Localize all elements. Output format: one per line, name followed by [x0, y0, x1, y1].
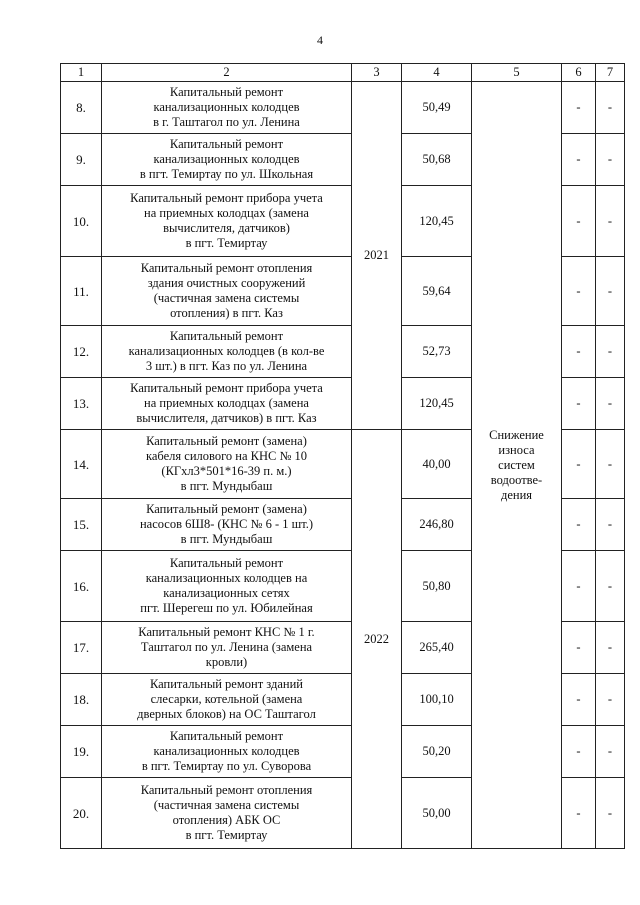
result-line: систем [498, 457, 535, 472]
work-description [102, 430, 352, 499]
header-cell-4: 4 [402, 64, 472, 82]
work-description [102, 499, 352, 551]
description-line: канализационных колодцев [153, 152, 300, 166]
row-number: 20. [61, 778, 102, 849]
row-number: 19. [61, 726, 102, 778]
col7-value: - [596, 674, 625, 726]
description-line: на приемных колодцах (замена [144, 206, 309, 220]
col7-value: - [596, 430, 625, 499]
page-number: 4 [317, 33, 323, 47]
description-line: в пгт. Темиртау [185, 236, 268, 250]
description-line: в пгт. Мундыбаш [180, 532, 273, 546]
description-line: Капитальный ремонт [169, 556, 284, 570]
description-line: отопления) АБК ОС [172, 813, 281, 827]
year-cell: 2021 [352, 82, 402, 430]
header-cell-2: 2 [102, 64, 352, 82]
col6-value: - [562, 257, 596, 326]
col6-value: - [562, 378, 596, 430]
description-line: канализационных колодцев (в кол-ве [128, 344, 325, 358]
work-description [102, 622, 352, 674]
description-line: в пгт. Темиртау по ул. Школьная [139, 167, 314, 181]
year-cell: 2022 [352, 430, 402, 849]
description-line: Капитальный ремонт [169, 729, 284, 743]
description-line: (частичная замена системы [153, 798, 300, 812]
col6-value: - [562, 326, 596, 378]
cost-value: 50,49 [402, 82, 472, 134]
col7-value: - [596, 378, 625, 430]
cost-value: 52,73 [402, 326, 472, 378]
col6-value: - [562, 622, 596, 674]
description-line: Капитальный ремонт отопления [140, 783, 313, 797]
result-line: дения [500, 487, 533, 502]
cost-value: 50,20 [402, 726, 472, 778]
cost-value: 120,45 [402, 378, 472, 430]
cost-value: 265,40 [402, 622, 472, 674]
description-line: Таштагол по ул. Ленина (замена [140, 640, 313, 654]
header-cell-3: 3 [352, 64, 402, 82]
expected-result [472, 82, 562, 849]
description-line: кабеля силового на КНС № 10 [145, 449, 307, 463]
col7-value: - [596, 134, 625, 186]
col6-value: - [562, 186, 596, 257]
description-line: на приемных колодцах (замена [144, 396, 309, 410]
work-description [102, 674, 352, 726]
col6-value: - [562, 674, 596, 726]
description-line: Капитальный ремонт [169, 85, 284, 99]
col6-value: - [562, 778, 596, 849]
header-cell-7: 7 [596, 64, 625, 82]
row-number: 12. [61, 326, 102, 378]
description-line: Капитальный ремонт (замена) [146, 434, 307, 448]
description-line: Капитальный ремонт прибора учета [130, 381, 323, 395]
col6-value: - [562, 499, 596, 551]
cost-value: 246,80 [402, 499, 472, 551]
description-line: канализационных колодцев [153, 100, 300, 114]
header-cell-6: 6 [562, 64, 596, 82]
col6-value: - [562, 726, 596, 778]
description-line: канализационных колодцев [153, 744, 300, 758]
col6-value: - [562, 551, 596, 622]
row-number: 11. [61, 257, 102, 326]
description-line: канализационных сетях [163, 586, 290, 600]
table-row [61, 82, 625, 134]
description-line: кровли) [205, 655, 248, 669]
description-line: Капитальный ремонт прибора учета [130, 191, 323, 205]
work-description [102, 257, 352, 326]
work-description [102, 186, 352, 257]
header-cell-5: 5 [472, 64, 562, 82]
description-line: Капитальный ремонт (замена) [146, 502, 307, 516]
row-number: 15. [61, 499, 102, 551]
description-line: Капитальный ремонт зданий [150, 677, 303, 691]
col7-value: - [596, 186, 625, 257]
work-description [102, 378, 352, 430]
cost-value: 50,68 [402, 134, 472, 186]
col7-value: - [596, 726, 625, 778]
works-table [60, 63, 625, 849]
row-number: 17. [61, 622, 102, 674]
work-description [102, 778, 352, 849]
description-line: вычислителя, датчиков) в пгт. Каз [136, 411, 317, 425]
cost-value: 59,64 [402, 257, 472, 326]
col6-value: - [562, 134, 596, 186]
row-number: 9. [61, 134, 102, 186]
description-line: в пгт. Темиртау [185, 828, 268, 842]
result-line: Снижение [489, 427, 544, 442]
row-number: 18. [61, 674, 102, 726]
col7-value: - [596, 326, 625, 378]
description-line: в г. Таштагол по ул. Ленина [153, 115, 300, 129]
description-line: слесарки, котельной (замена [150, 692, 303, 706]
work-description [102, 82, 352, 134]
col7-value: - [596, 499, 625, 551]
result-line: износа [498, 442, 535, 457]
description-line: насосов 6Ш8- (КНС № 6 - 1 шт.) [139, 517, 314, 531]
header-cell-1: 1 [61, 64, 102, 82]
col7-value: - [596, 257, 625, 326]
row-number: 14. [61, 430, 102, 499]
col7-value: - [596, 551, 625, 622]
description-line: 3 шт.) в пгт. Каз по ул. Ленина [145, 359, 308, 373]
description-line: пгт. Шерегеш по ул. Юбилейная [140, 601, 313, 615]
col6-value: - [562, 430, 596, 499]
description-line: в пгт. Мундыбаш [180, 479, 273, 493]
work-description [102, 551, 352, 622]
col7-value: - [596, 622, 625, 674]
row-number: 13. [61, 378, 102, 430]
description-line: Капитальный ремонт отопления [140, 261, 313, 275]
col7-value: - [596, 82, 625, 134]
result-line: водоотве- [490, 472, 543, 487]
description-line: (частичная замена системы [153, 291, 300, 305]
col7-value: - [596, 778, 625, 849]
description-line: Капитальный ремонт КНС № 1 г. [138, 625, 315, 639]
cost-value: 100,10 [402, 674, 472, 726]
description-line: (КГхл3*501*16-39 п. м.) [161, 464, 292, 478]
work-description [102, 726, 352, 778]
cost-value: 120,45 [402, 186, 472, 257]
description-line: вычислителя, датчиков) [163, 221, 290, 235]
cost-value: 50,80 [402, 551, 472, 622]
work-description [102, 134, 352, 186]
description-line: отопления) в пгт. Каз [170, 306, 283, 320]
description-line: здания очистных сооружений [147, 276, 306, 290]
description-line: Капитальный ремонт [169, 329, 284, 343]
description-line: в пгт. Темиртау по ул. Суворова [141, 759, 312, 773]
description-line: дверных блоков) на ОС Таштагол [137, 707, 316, 721]
cost-value: 50,00 [402, 778, 472, 849]
cost-value: 40,00 [402, 430, 472, 499]
row-number: 10. [61, 186, 102, 257]
description-line: канализационных колодцев на [145, 571, 308, 585]
work-description [102, 326, 352, 378]
row-number: 8. [61, 82, 102, 134]
header-row [61, 64, 625, 82]
description-line: Капитальный ремонт [169, 137, 284, 151]
col6-value: - [562, 82, 596, 134]
row-number: 16. [61, 551, 102, 622]
